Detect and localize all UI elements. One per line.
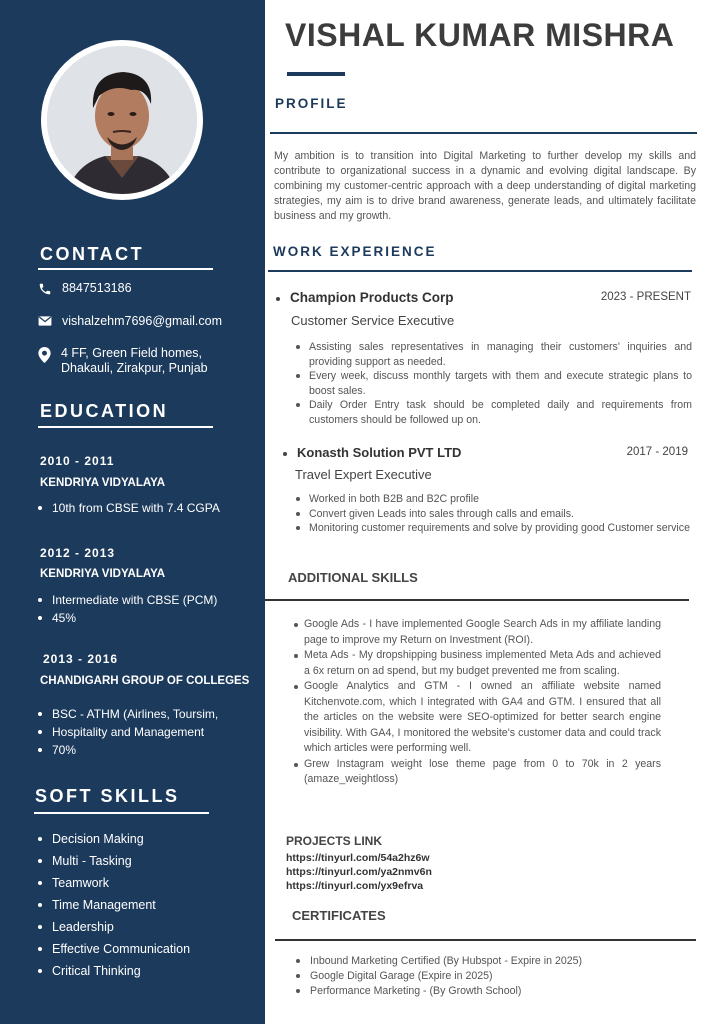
work-experience-divider — [268, 270, 692, 272]
education-heading: EDUCATION — [40, 401, 169, 421]
contact-divider — [38, 268, 213, 270]
profile-photo — [47, 46, 197, 194]
additional-skills-heading: ADDITIONAL SKILLS — [288, 570, 418, 585]
mail-icon — [38, 315, 52, 327]
project-link[interactable]: https://tinyurl.com/54a2hz6w — [286, 852, 430, 864]
job-duties — [294, 340, 692, 427]
profile-heading: PROFILE — [275, 96, 348, 111]
job-title: Travel Expert Executive — [295, 467, 432, 482]
phone-icon — [38, 282, 52, 296]
list-item: Grew Instagram weight lose theme page from 0 to 70k in 2 years (amaze_weightloss) — [293, 757, 661, 788]
list-item: Google Ads - I have implemented Google Search Ads in my affiliate landing page to improve my Return on Investment (ROI). — [293, 617, 661, 648]
list-item: Convert given Leads into sales through calls and emails. — [294, 507, 692, 522]
education-period: 2010 - 2011 — [40, 454, 115, 468]
soft-skills-list — [36, 830, 190, 984]
list-item: Effective Communication — [36, 940, 190, 962]
contact-address — [38, 346, 208, 376]
contact-email — [38, 314, 222, 328]
education-details — [36, 591, 217, 627]
profile-summary: My ambition is to transition into Digital Marketing to further develop my skills and contribute to organizational success in a dynamic and evolving digital landscape. By combining my customer-centric approach with a deep understanding of digital marketing strategies, my aim is to drive brand awareness, generate leads, and ultimately facilitate business and my growth. — [274, 150, 696, 222]
education-school: KENDRIYA VIDYALAYA — [40, 568, 166, 580]
list-item: Multi - Tasking — [36, 852, 190, 874]
contact-heading: CONTACT — [40, 244, 145, 264]
education-period: 2013 - 2016 — [43, 652, 119, 666]
education-divider — [38, 426, 213, 428]
list-item: Every week, discuss monthly targets with them and execute strategic plans to boost sales. — [294, 369, 692, 398]
education-details — [36, 705, 218, 759]
job-dates: 2023 - PRESENT — [600, 291, 691, 303]
education-period: 2012 - 2013 — [40, 546, 116, 560]
projects-heading: PROJECTS LINK — [286, 834, 383, 848]
address-line-2: Dhakauli, Zirakpur, Punjab — [61, 361, 208, 375]
list-item: Monitoring customer requirements and solve by providing good Customer service — [294, 521, 692, 536]
soft-skills-heading: SOFT SKILLS — [35, 786, 180, 806]
name-underline — [287, 72, 345, 76]
candidate-name: VISHAL KUMAR MISHRA — [285, 17, 675, 53]
job-company: Champion Products Corp — [290, 290, 454, 305]
list-item: 70% — [36, 741, 218, 759]
certificates-heading: CERTIFICATES — [292, 908, 386, 923]
job-duties — [294, 492, 692, 536]
sidebar — [0, 0, 265, 1024]
certificates-divider — [275, 939, 696, 941]
project-link[interactable]: https://tinyurl.com/ya2nmv6n — [286, 866, 432, 878]
list-item: Teamwork — [36, 874, 190, 896]
soft-skills-divider — [34, 812, 209, 814]
education-school: KENDRIYA VIDYALAYA — [40, 477, 166, 489]
list-item: Critical Thinking — [36, 962, 190, 984]
job-title: Customer Service Executive — [291, 313, 455, 328]
list-item: Decision Making — [36, 830, 190, 852]
list-item: Inbound Marketing Certified (By Hubspot - Expire in 2025) — [294, 954, 582, 969]
list-item-continuation: Hospitality and Management — [52, 725, 205, 739]
education-details — [36, 499, 220, 517]
job-dates: 2017 - 2019 — [626, 446, 688, 458]
list-item: Google Digital Garage (Expire in 2025) — [294, 969, 582, 984]
list-item: 10th from CBSE with 7.4 CGPA — [36, 499, 220, 517]
list-item: BSC - ATHM (Airlines, Toursim, — [36, 705, 218, 723]
job-company: Konasth Solution PVT LTD — [297, 445, 462, 460]
list-item: Worked in both B2B and B2C profile — [294, 492, 692, 507]
list-item: Google Analytics and GTM - I owned an affiliate website named Kitchenvote.com, which I integrated with GA4 and GTM. I ensured that all the articles on the website were SEO-optimized for better search engine visibility. With GA4, I monitored the website's customer data and could track which articles were performing well. — [293, 679, 661, 757]
address-line-1: 4 FF, Green Field homes, — [61, 346, 203, 360]
profile-photo-frame — [41, 40, 203, 200]
list-item: Meta Ads - My dropshipping business implemented Meta Ads and achieved a 6x return on ad spend, but my budget prevented me from scaling. — [293, 648, 661, 679]
work-experience-heading: WORK EXPERIENCE — [273, 244, 437, 259]
profile-divider — [270, 132, 697, 134]
additional-skills-divider — [265, 599, 689, 601]
list-item: Performance Marketing - (By Growth School) — [294, 984, 582, 999]
additional-skills-list — [293, 617, 661, 788]
email-address[interactable]: vishalzehm7696@gmail.com — [62, 314, 222, 328]
list-item: Daily Order Entry task should be completed daily and requirements from customers should be followed up on. — [294, 398, 692, 427]
education-school: CHANDIGARH GROUP OF COLLEGES — [40, 675, 250, 687]
list-item: 45% — [36, 609, 217, 627]
contact-phone — [38, 281, 132, 296]
list-item: Assisting sales representatives in managing their customers' inquiries and providing support as needed. — [294, 340, 692, 369]
location-pin-icon — [38, 347, 51, 363]
list-item: Time Management — [36, 896, 190, 918]
list-item: Intermediate with CBSE (PCM) — [36, 591, 217, 609]
project-link[interactable]: https://tinyurl.com/yx9efrva — [286, 880, 424, 892]
certificates-list — [294, 954, 582, 999]
phone-number[interactable]: 8847513186 — [62, 281, 132, 295]
list-item: Leadership — [36, 918, 190, 940]
list-item — [36, 723, 218, 741]
